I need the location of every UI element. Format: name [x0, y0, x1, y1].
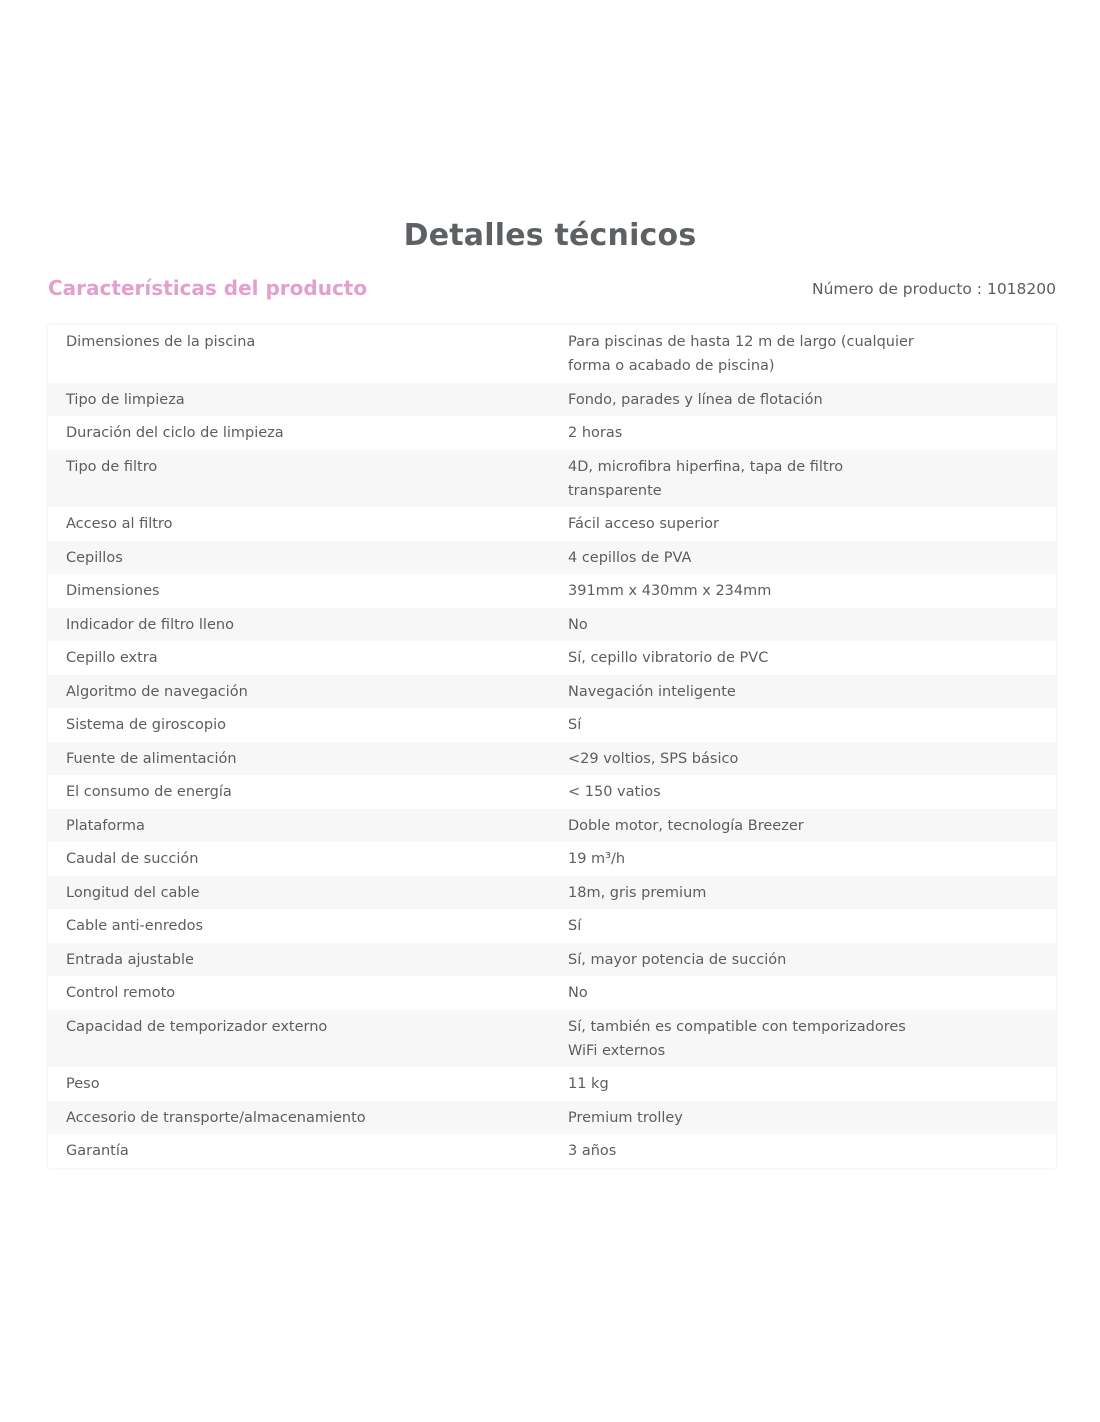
spec-label: Tipo de filtro [48, 450, 568, 508]
table-row [48, 450, 1056, 508]
spec-label: Tipo de limpieza [48, 383, 568, 417]
spec-value: < 150 vatios [568, 784, 661, 800]
spec-value: 18m, gris premium [568, 876, 1056, 910]
spec-label: Sistema de giroscopio [66, 717, 226, 733]
spec-label: Acceso al filtro [66, 516, 173, 532]
spec-label: Peso [66, 1076, 100, 1092]
spec-label: Dimensiones de la piscina [66, 334, 256, 350]
spec-label: Entrada ajustable [48, 943, 568, 977]
spec-value: 4D, microfibra hiperfina, tapa de filtro transparente [568, 450, 1056, 508]
spec-value: No [568, 985, 588, 1001]
spec-label: Dimensiones [66, 583, 160, 599]
table-row [48, 541, 1056, 575]
table-row [48, 708, 1056, 742]
spec-label: Garantía [66, 1143, 129, 1159]
product-number: Número de producto : 1018200 [811, 280, 1056, 298]
spec-value: Sí, cepillo vibratorio de PVC [568, 650, 769, 666]
spec-value: Sí [568, 717, 582, 733]
table-row [48, 675, 1056, 709]
spec-label: Longitud del cable [48, 876, 568, 910]
spec-value: Sí [568, 918, 582, 934]
spec-value: Sí, también es compatible con temporizadores WiFi externos [568, 1010, 1056, 1068]
spec-table [48, 325, 1056, 1168]
spec-value: Navegación inteligente [568, 675, 1056, 709]
spec-value: 3 años [568, 1143, 617, 1159]
spec-value: No [568, 608, 1056, 642]
spec-value: 4 cepillos de PVA [568, 541, 1056, 575]
spec-label: Cepillo extra [66, 650, 158, 666]
spec-value: Para piscinas de hasta 12 m de largo (cualquier forma o acabado de piscina) [568, 334, 914, 374]
section-title: Características del producto [48, 276, 368, 300]
spec-label: Caudal de succión [66, 851, 199, 867]
table-row [48, 809, 1056, 843]
table-row [48, 742, 1056, 776]
spec-label: Indicador de filtro lleno [48, 608, 568, 642]
spec-label: El consumo de energía [66, 784, 232, 800]
table-row [48, 383, 1056, 417]
spec-label: Algoritmo de navegación [48, 675, 568, 709]
spec-value: 19 m³/h [568, 851, 626, 867]
spec-label: Fuente de alimentación [48, 742, 568, 776]
section-header [48, 276, 1056, 306]
spec-value: Fácil acceso superior [568, 516, 720, 532]
spec-value: Sí, mayor potencia de succión [568, 943, 1056, 977]
page-title: Detalles técnicos [403, 218, 697, 253]
spec-value: 391mm x 430mm x 234mm [568, 583, 772, 599]
table-row [48, 641, 1056, 675]
table-row [48, 976, 1056, 1010]
spec-label: Duración del ciclo de limpieza [66, 425, 284, 441]
spec-value: Doble motor, tecnología Breezer [568, 809, 1056, 843]
table-row [48, 416, 1056, 450]
table-row [48, 325, 1056, 383]
table-row [48, 608, 1056, 642]
spec-label: Control remoto [66, 985, 176, 1001]
table-row [48, 1134, 1056, 1168]
table-row [48, 507, 1056, 541]
spec-value: Fondo, parades y línea de flotación [568, 383, 1056, 417]
table-row [48, 943, 1056, 977]
spec-label: Accesorio de transporte/almacenamiento [48, 1101, 568, 1135]
spec-value: 11 kg [568, 1076, 609, 1092]
spec-label: Cepillos [48, 541, 568, 575]
table-row [48, 909, 1056, 943]
table-row [48, 842, 1056, 876]
table-row [48, 1010, 1056, 1068]
spec-label: Cable anti-enredos [66, 918, 204, 934]
table-row [48, 775, 1056, 809]
spec-value: Premium trolley [568, 1101, 1056, 1135]
table-row [48, 1101, 1056, 1135]
spec-value: <29 voltios, SPS básico [568, 742, 1056, 776]
spec-label: Plataforma [48, 809, 568, 843]
table-row [48, 876, 1056, 910]
table-row [48, 1067, 1056, 1101]
spec-label: Capacidad de temporizador externo [48, 1010, 568, 1068]
table-row [48, 574, 1056, 608]
spec-value: 2 horas [568, 425, 623, 441]
